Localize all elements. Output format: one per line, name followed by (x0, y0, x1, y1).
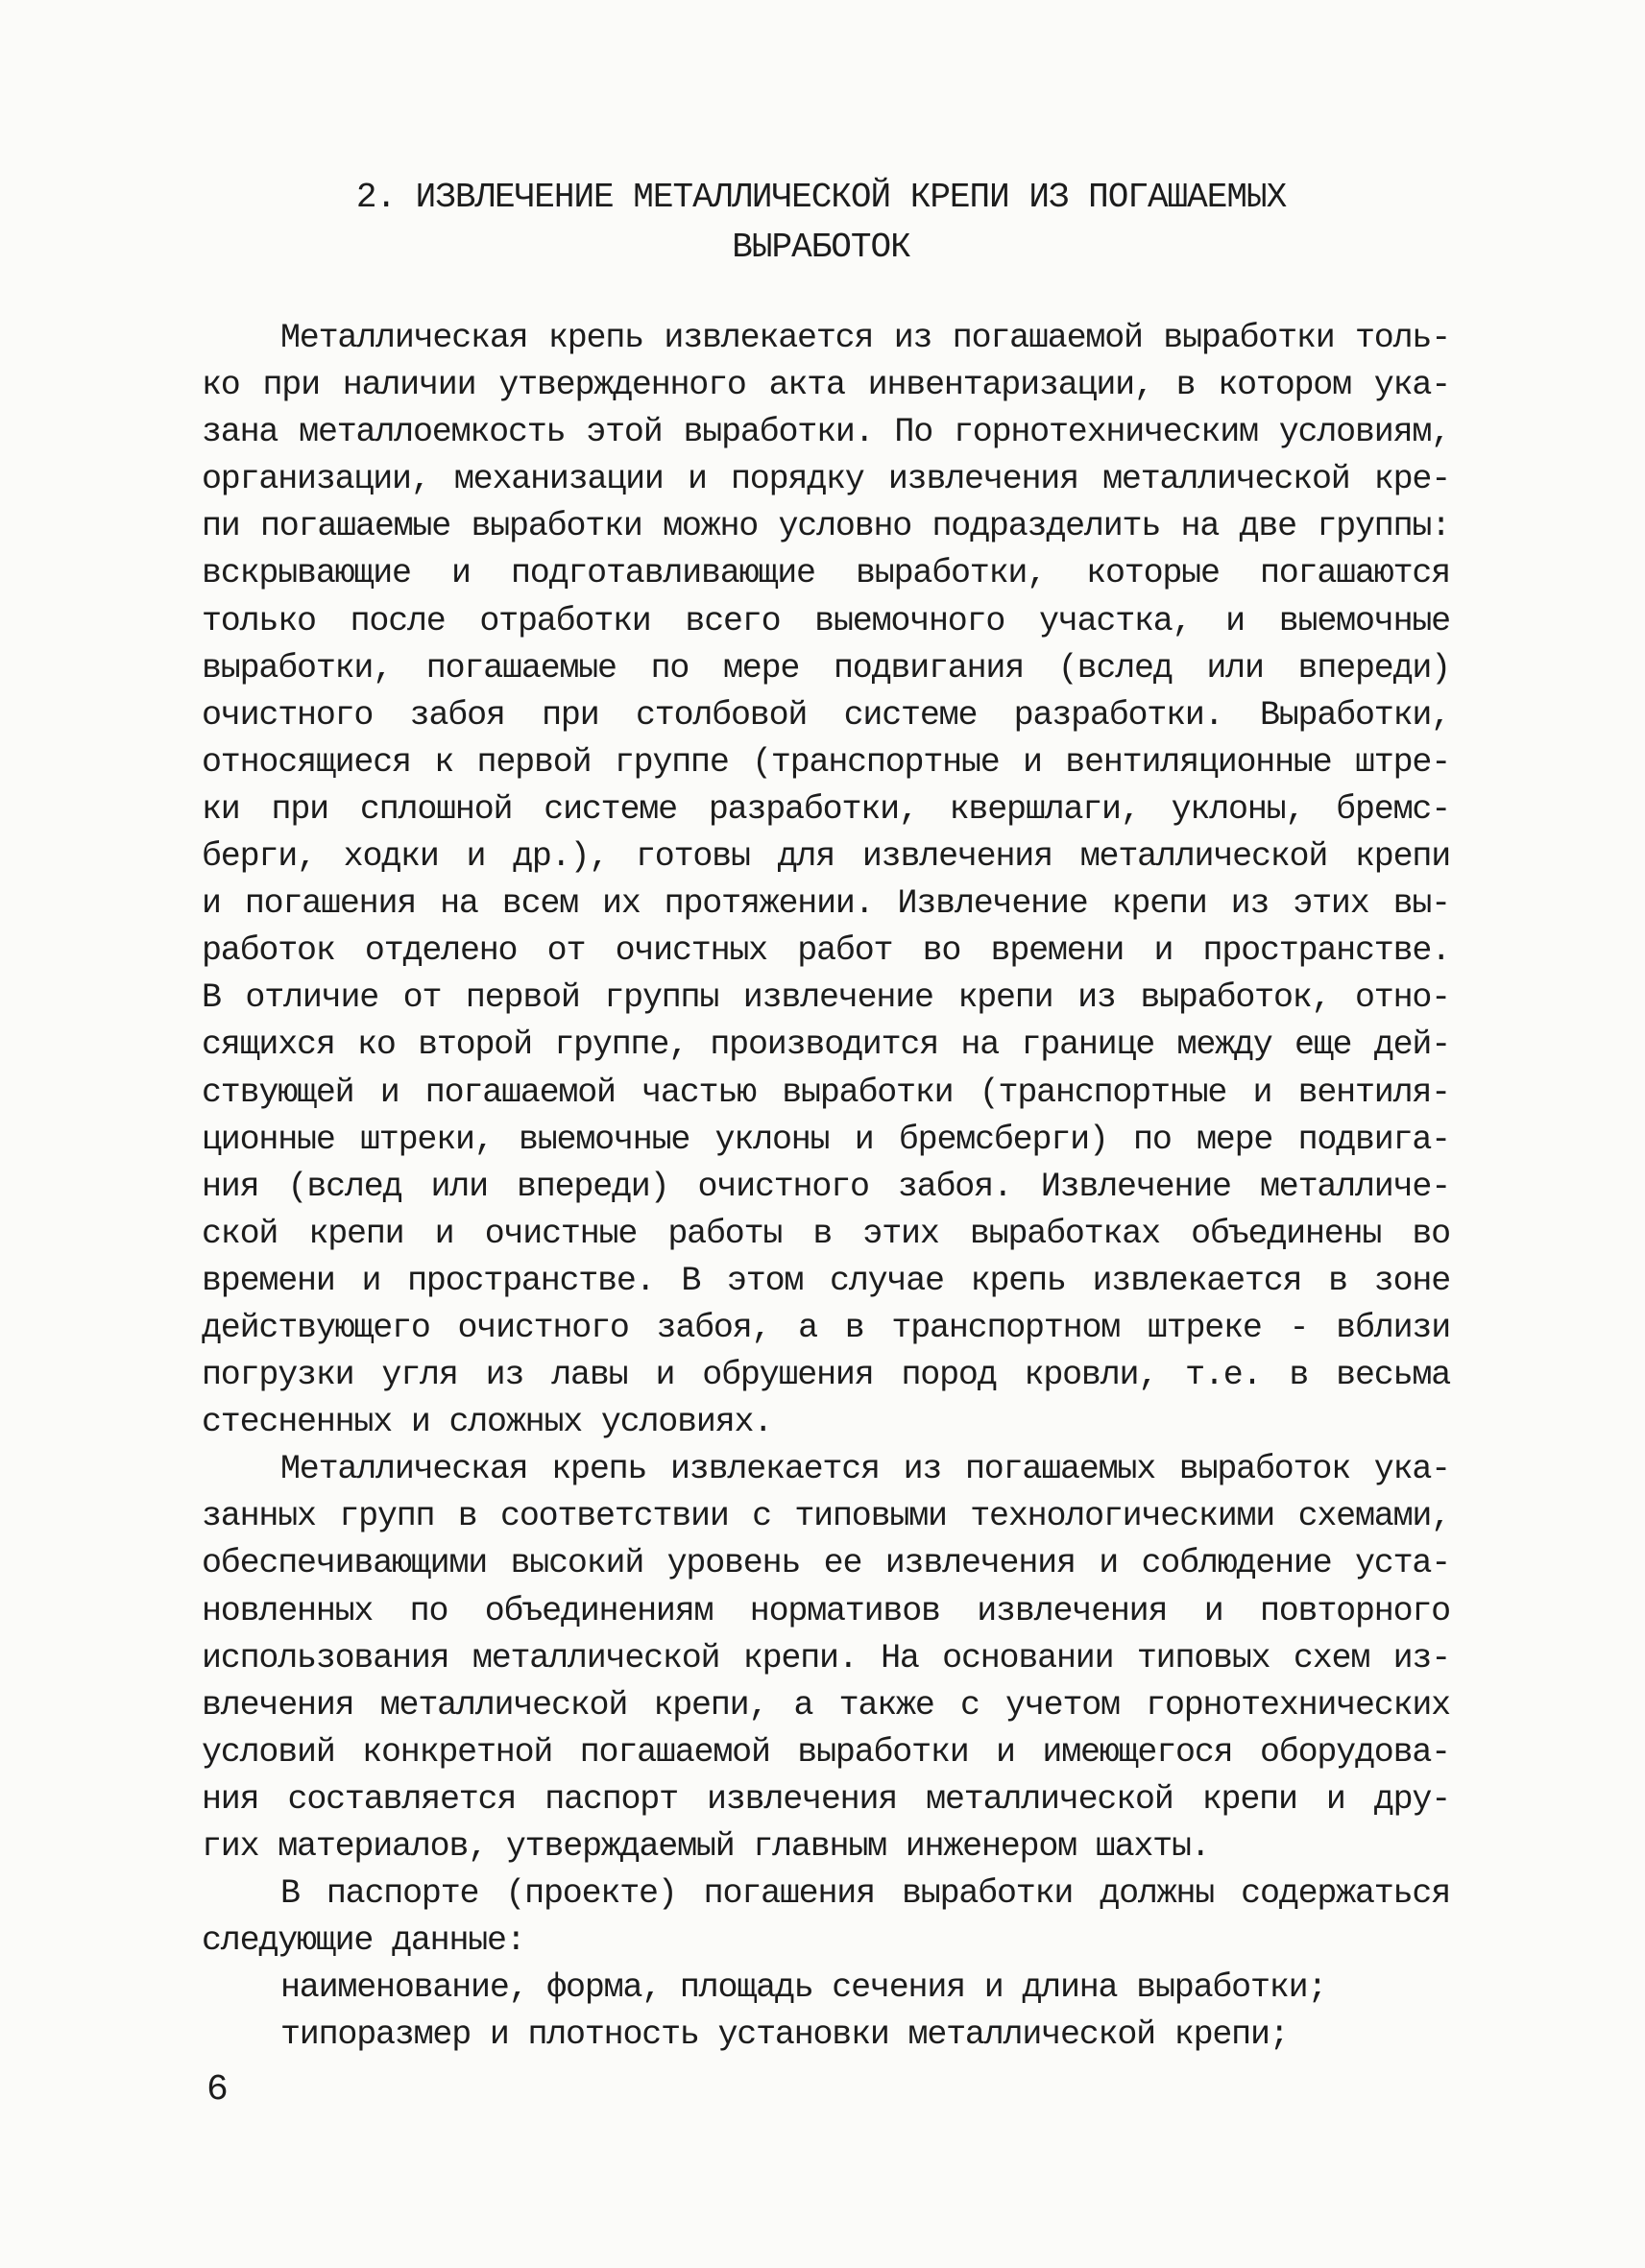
text-line: Металлическая крепь извлекается из погашаемых выработок ука- (280, 1450, 1450, 1489)
text-line: погрузки угля из лавы и обрушения пород кровли, т.е. в весьма (202, 1356, 1450, 1395)
text-line: зана металлоемкость этой выработки. По горнотехническим условиям, (202, 413, 1450, 452)
text-line: влечения металлической крепи, а также с учетом горнотехнических (202, 1685, 1450, 1725)
text-line: ния составляется паспорт извлечения металлической крепи и дру- (202, 1779, 1450, 1819)
text-line: относящиеся к первой группе (транспортные и вентиляционные штре- (202, 742, 1450, 782)
text-line: действующего очистного забоя, а в транспортном штреке - вблизи (202, 1308, 1450, 1347)
text-line: ния (вслед или впереди) очистного забоя. Извлечение металличе- (202, 1167, 1450, 1206)
text-line: стесненных и сложных условиях. (202, 1403, 773, 1442)
text-line: и погашения на всем их протяжении. Извлечение крепи из этих вы- (202, 884, 1450, 924)
text-line: использования металлической крепи. На основании типовых схем из- (202, 1638, 1450, 1677)
text-line: ко при наличии утвержденного акта инвентаризации, в котором ука- (202, 366, 1450, 405)
text-line: новленных по объединениям нормативов извлечения и повторного (202, 1591, 1450, 1630)
section-title-line-2: ВЫРАБОТОК (732, 228, 910, 267)
text-line: берги, ходки и др.), готовы для извлечения металлической крепи (202, 837, 1450, 877)
text-line: занных групп в соответствии с типовыми технологическими схемами, (202, 1497, 1450, 1536)
text-line: работок отделено от очистных работ во времени и пространстве. (202, 931, 1450, 971)
text-line: только после отработки всего выемочного участка, и выемочные (202, 601, 1450, 640)
text-line: Металлическая крепь извлекается из погашаемой выработки толь- (280, 319, 1450, 357)
text-line: ки при сплошной системе разработки, квершлаги, уклоны, бремс- (202, 789, 1450, 829)
text-line: гих материалов, утверждаемый главным инженером шахты. (202, 1827, 1210, 1866)
text-line: очистного забоя при столбовой системе разработки. Выработки, (202, 695, 1450, 735)
text-line: условий конкретной погашаемой выработки и имеющегося оборудова- (202, 1732, 1450, 1772)
text-line: наименование, форма, площадь сечения и длина выработки; (280, 1968, 1327, 2008)
page-number: 6 (206, 2069, 229, 2111)
text-line: выработки, погашаемые по мере подвигания (вслед или впереди) (202, 648, 1450, 688)
text-line: типоразмер и плотность установки металлической крепи; (280, 2015, 1289, 2055)
text-line: сящихся ко второй группе, производится на границе между еще дей- (202, 1025, 1450, 1065)
section-title (192, 173, 1450, 273)
text-line: следующие данные: (202, 1921, 525, 1961)
text-line: ствующей и погашаемой частью выработки (транспортные и вентиля- (202, 1073, 1450, 1112)
text-line: пи погашаемые выработки можно условно подразделить на две группы: (202, 507, 1450, 546)
section-title-line-1: 2. ИЗВЛЕЧЕНИЕ МЕТАЛЛИЧЕСКОЙ КРЕПИ ИЗ ПОГАШАЕМЫХ (355, 178, 1287, 217)
body-text (202, 315, 1450, 2059)
text-line: вскрывающие и подготавливающие выработки, которые погашаются (202, 554, 1450, 593)
text-line: обеспечивающими высокий уровень ее извлечения и соблюдение уста- (202, 1544, 1450, 1583)
text-line: ционные штреки, выемочные уклоны и бремсберги) по мере подвига- (202, 1120, 1450, 1159)
text-line: времени и пространстве. В этом случае крепь извлекается в зоне (202, 1261, 1450, 1300)
text-line: В паспорте (проекте) погашения выработки должны содержаться (280, 1874, 1450, 1914)
text-line: организации, механизации и порядку извлечения металлической кре- (202, 460, 1450, 499)
text-line: ской крепи и очистные работы в этих выработках объединены во (202, 1214, 1450, 1253)
text-line: В отличие от первой группы извлечение крепи из выработок, отно- (202, 978, 1450, 1018)
